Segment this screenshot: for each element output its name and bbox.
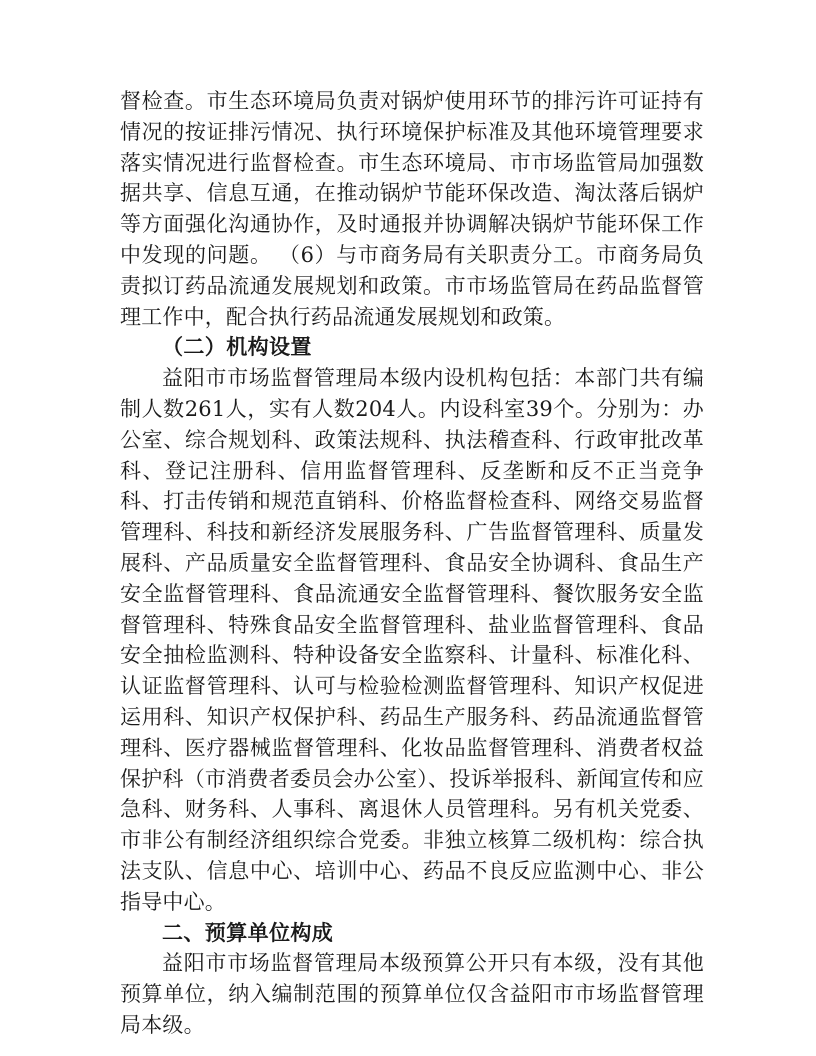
section-heading-budget-units: 二、预算单位构成 <box>162 919 334 945</box>
paragraph-boiler-supervision: 督检查。市生态环境局负责对锅炉使用环节的排污许可证持有情况的按证排污情况、执行环境保护标准及其他环境管理要求落实情况进行监督检查。市生态环境局、市市场监管局加强数据共享、信息互通，在推动锅炉节能环保改造、淘汰落后锅炉等方面强化沟通协作，及时通报并协调解决锅炉节能环保工作中发现的问题。 （6）与市商务局有关职责分工。市商务局负责拟订药品流通发展规划和政策。市市场监管局在药品监督管理工作中，配合执行药品流通发展规划和政策。 <box>120 89 704 329</box>
section-heading-organization: （二）机构设置 <box>162 334 312 360</box>
document-body <box>120 86 704 1041</box>
paragraph-budget-units: 益阳市市场监督管理局本级预算公开只有本级，没有其他预算单位，纳入编制范围的预算单位仅含益阳市市场监督管理局本级。 <box>120 951 704 1037</box>
paragraph-organization-structure: 益阳市市场监督管理局本级内设机构包括：本部门共有编制人数261人，实有人数204人。内设科室39个。分别为：办公室、综合规划科、政策法规科、执法稽查科、行政审批改革科、登记注册科、信用监督管理科、反垄断和反不正当竞争科、打击传销和规范直销科、价格监督检查科、网络交易监督管理科、科技和新经济发展服务科、广告监督管理科、质量发展科、产品质量安全监督管理科、食品安全协调科、食品生产安全监督管理科、食品流通安全监督管理科、餐饮服务安全监督管理科、特殊食品安全监督管理科、盐业监督管理科、食品安全抽检监测科、特种设备安全监察科、计量科、标准化科、认证监督管理科、认可与检验检测监督管理科、知识产权促进运用科、知识产权保护科、药品生产服务科、药品流通监督管理科、医疗器械监督管理科、化妆品监督管理科、消费者权益保护科（市消费者委员会办公室）、投诉举报科、新闻宣传和应急科、财务科、人事科、离退休人员管理科。另有机关党委、市非公有制经济组织综合党委。非独立核算二级机构：综合执法支队、信息中心、培训中心、药品不良反应监测中心、非公指导中心。 <box>120 366 704 914</box>
